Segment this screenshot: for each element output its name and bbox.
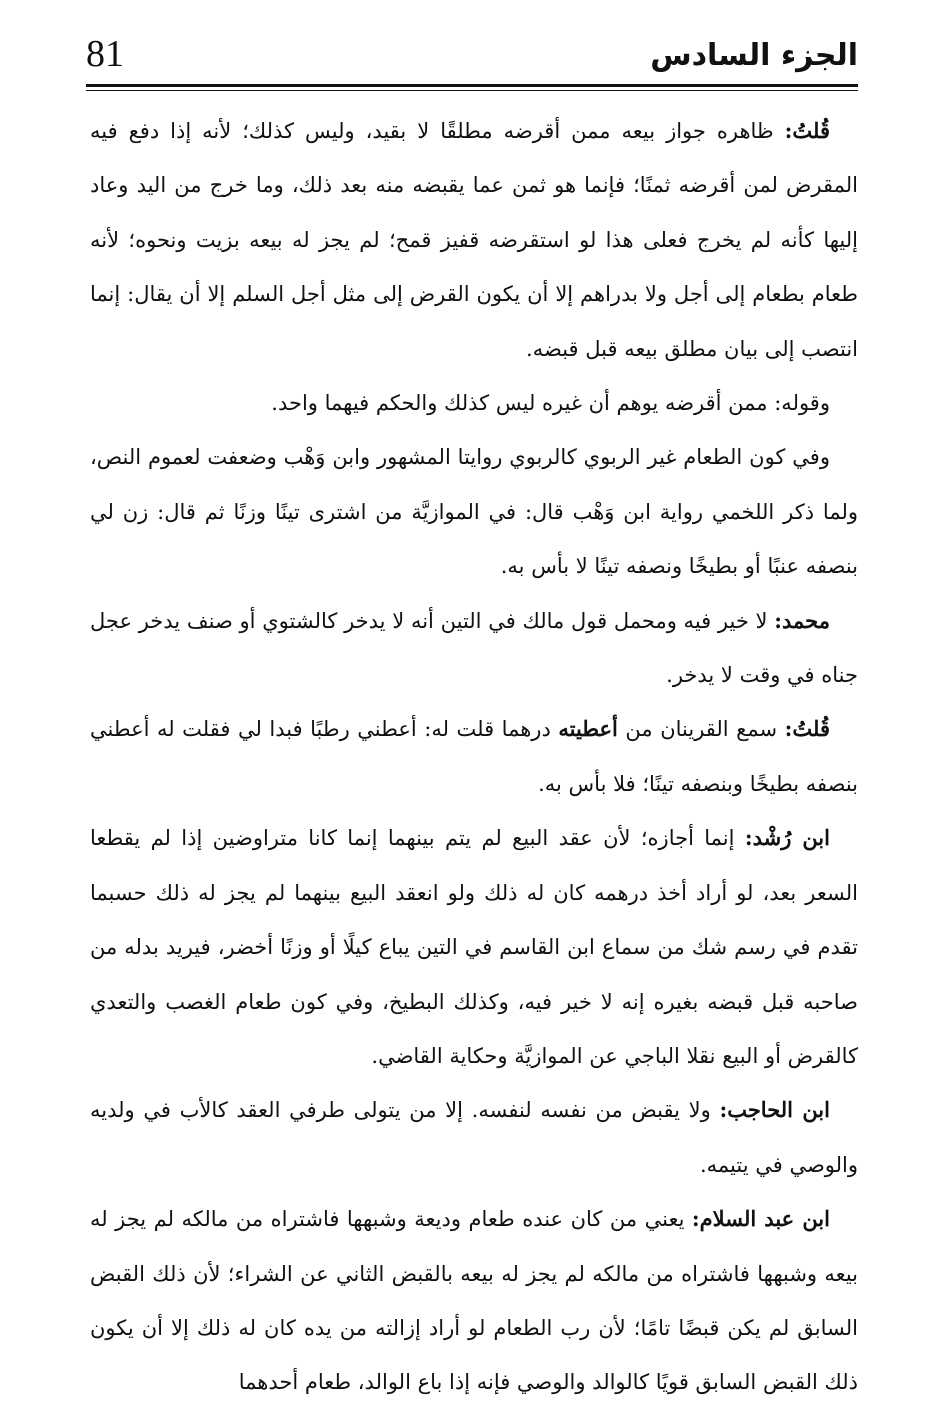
paragraph-text: ولا يقبض من نفسه لنفسه. إلا من يتولى طرفي العقد كالأب في ولديه والوصي في يتيمه.: [90, 1098, 858, 1177]
paragraph-8: [90, 1192, 858, 1410]
running-title: الجزء السادس: [650, 38, 858, 73]
page-header: [86, 30, 858, 82]
paragraph-text: وفي كون الطعام غير الربوي كالربوي روايتا المشهور وابن وَهْب وضعفت لعموم النص، ولما ذكر اللخمي رواية ابن وَهْب قال: في الموازيَّة من اشترى تينًا وزنًا ثم قال: زن لي بنصفه عنبًا أو بطيخًا ونصفه تينًا لا بأس به.: [90, 445, 858, 579]
bold-word: أعطيته: [558, 716, 618, 742]
paragraph-lead: ابن عبد السلام:: [691, 1206, 830, 1232]
header-rule-thick: [86, 84, 858, 87]
paragraph-3: [90, 430, 858, 593]
paragraph-text: وقوله: ممن أقرضه يوهم أن غيره ليس كذلك والحكم فيهما واحد.: [271, 391, 830, 416]
paragraph-2: [90, 376, 858, 430]
paragraph-6: [90, 811, 858, 1083]
paragraph-7: [90, 1083, 858, 1192]
header-rule-thin: [86, 90, 858, 91]
paragraph-lead: محمد:: [774, 607, 830, 633]
paragraph-text: يعني من كان عنده طعام وديعة وشبهها فاشتراه من مالكه لم يجز له بيعه وشبهها فاشتراه من مالكه لم يجز له بيعه بالقبض الثاني عن الشراء؛ لأن ذلك القبض السابق لم يكن قبضًا تامًا؛ لأن رب الطعام لو أراد إزالته من يده كان له ذلك إلا أن يكون ذلك القبض السابق قويًا كالوالد والوصي فإنه إذا باع الوالد، طعام أحدهما: [90, 1207, 858, 1395]
paragraph-1: [90, 104, 858, 376]
paragraph-lead: قُلتُ:: [784, 716, 831, 742]
body-text: [90, 104, 858, 1410]
page-number: 81: [86, 33, 124, 75]
paragraph-text: سمع القرينان من: [617, 717, 785, 742]
paragraph-lead: قُلتُ:: [784, 118, 830, 143]
paragraph-text: ظاهره جواز بيعه ممن أقرضه مطلقًا لا بقيد، وليس كذلك؛ لأنه إذا دفع فيه المقرض لمن أقرضه ثمنًا؛ فإنما هو ثمن عما يقبضه منه بعد ذلك، وما خرج من اليد وعاد إليها كأنه لم يخرج فعلى هذا لو استقرضه قفيز قمح؛ لم يجز له بيعه بزيت ونحوه؛ لأنه طعام بطعام إلى أجل ولا بدراهم إلا أن يكون القرض إلى مثل أجل السلم إلا أن يقال: إنما انتصب إلى بيان مطلق بيعه قبل قبضه.: [90, 119, 858, 361]
paragraph-4: [90, 594, 858, 703]
paragraph-5: [90, 702, 858, 811]
paragraph-text: درهما قلت له: أعطني رطبًا فبدا لي فقلت له أعطني بنصفه بطيخًا وبنصفه تينًا؛ فلا بأس به.: [90, 717, 858, 796]
paragraph-lead: ابن رُشْد:: [744, 825, 830, 851]
paragraph-text: لا خير فيه ومحمل قول مالك في التين أنه لا يدخر كالشتوي أو صنف يدخر عجل جناه في وقت لا يدخر.: [90, 608, 858, 688]
paragraph-lead: ابن الحاجب:: [719, 1097, 830, 1123]
paragraph-text: إنما أجازه؛ لأن عقد البيع لم يتم بينهما إنما كانا متراوضين إذا لم يقطعا السعر بعد، لو أراد أخذ درهمه كان له ذلك ولو انعقد البيع بينهما لم يجز له ذلك حسبما تقدم في رسم شك من سماع ابن القاسم في التين يباع كيلًا أو وزنًا أخضر، فيريد بدله من صاحبه قبل قبضه بغيره إنه لا خير فيه، وكذلك البطيخ، وفي كون طعام الغصب والتعدي كالقرض أو البيع نقلا الباجي عن الموازيَّة وحكاية القاضي.: [90, 826, 858, 1068]
